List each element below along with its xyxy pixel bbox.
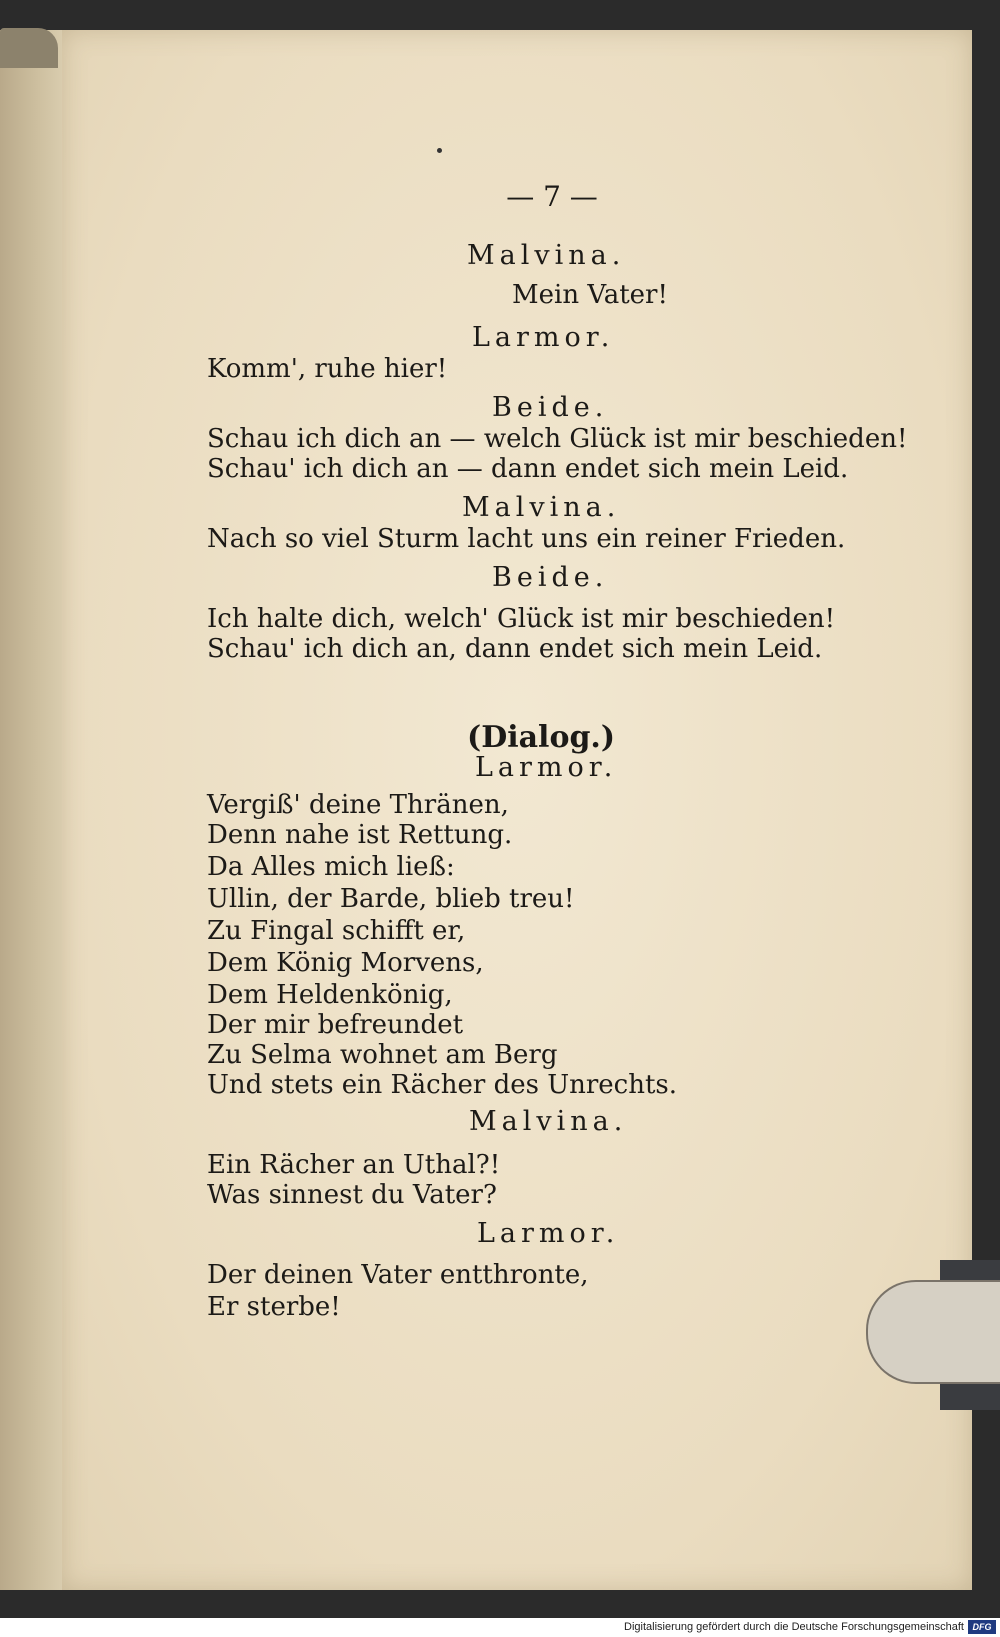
verse-line: Schau' ich dich an — dann endet sich mein Leid.: [207, 454, 849, 484]
speaker-malvina: Malvina.: [467, 240, 626, 271]
verse-line: Dem König Morvens,: [207, 948, 484, 978]
dfg-logo: DFG: [968, 1620, 996, 1634]
speaker-malvina: Malvina.: [462, 492, 621, 523]
speaker-larmor: Larmor.: [475, 752, 618, 783]
speaker-beide: Beide.: [492, 392, 609, 423]
speaker-larmor: Larmor.: [472, 322, 615, 353]
verse-line: Vergiß' deine Thränen,: [207, 790, 509, 820]
funding-credit: Digitalisierung gefördert durch die Deutsche Forschungsgemeinschaft: [624, 1621, 964, 1633]
verse-line: Nach so viel Sturm lacht uns ein reiner Frieden.: [207, 524, 846, 554]
verse-line: Der mir befreundet: [207, 1010, 464, 1040]
book-clip: [866, 1280, 1000, 1384]
verse-line: Mein Vater!: [512, 280, 668, 310]
ink-speck: [437, 148, 442, 153]
book-page: [62, 30, 972, 1590]
verse-line: Komm', ruhe hier!: [207, 354, 448, 384]
verse-line: Dem Heldenkönig,: [207, 980, 453, 1010]
verse-line: Was sinnest du Vater?: [207, 1180, 497, 1210]
verse-line: Ich halte dich, welch' Glück ist mir beschieden!: [207, 604, 836, 634]
verse-line: Ein Rächer an Uthal?!: [207, 1150, 501, 1180]
verse-line: Da Alles mich ließ:: [207, 852, 455, 882]
verse-line: Schau' ich dich an, dann endet sich mein Leid.: [207, 634, 823, 664]
book-cover-edge: [0, 30, 63, 1590]
verse-line: Denn nahe ist Rettung.: [207, 820, 513, 850]
dialog-heading: (Dialog.): [467, 720, 616, 755]
verse-line: Schau ich dich an — welch Glück ist mir beschieden!: [207, 424, 908, 454]
verse-line: Er sterbe!: [207, 1292, 341, 1322]
verse-line: Der deinen Vater entthronte,: [207, 1260, 589, 1290]
verse-line: Ullin, der Barde, blieb treu!: [207, 884, 575, 914]
verse-line: Und stets ein Rächer des Unrechts.: [207, 1070, 678, 1100]
speaker-larmor: Larmor.: [477, 1218, 620, 1249]
page-number: — 7 —: [506, 180, 598, 213]
speaker-malvina: Malvina.: [469, 1106, 628, 1137]
book-spine-corner: [0, 28, 58, 68]
speaker-beide: Beide.: [492, 562, 609, 593]
verse-line: Zu Fingal schifft er,: [207, 916, 466, 946]
digitization-footer: [0, 1618, 1000, 1637]
verse-line: Zu Selma wohnet am Berg: [207, 1040, 558, 1070]
